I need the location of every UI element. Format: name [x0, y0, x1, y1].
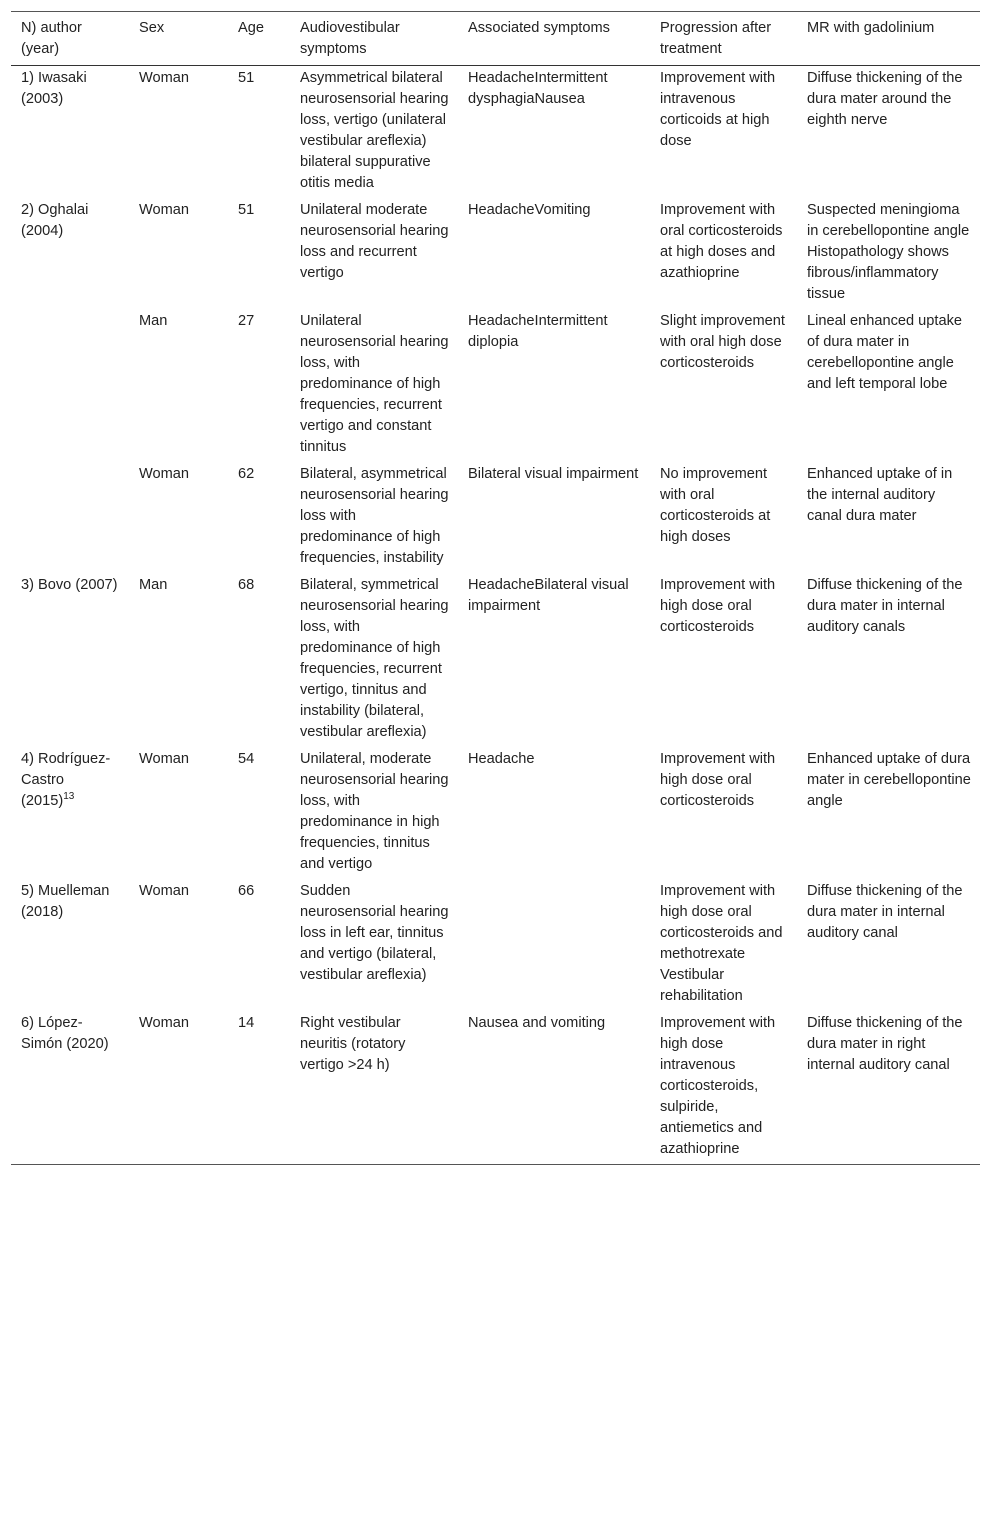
cell-audiovestibular: Right vestibular neuritis (rotatory vertigo >24 h): [300, 1015, 406, 1073]
cell-age: 68: [238, 577, 255, 593]
cell-progression: No improvement with oral corticosteroids at high doses: [660, 466, 771, 545]
table-row: [11, 309, 980, 462]
cell-sex: Woman: [139, 466, 190, 482]
cell-progression: Improvement with oral corticosteroids at high doses and azathioprine: [660, 202, 783, 281]
cell-sex: Man: [139, 577, 168, 593]
header-associated: Associated symptoms: [458, 12, 650, 66]
cell-author: 5) Muelleman (2018): [21, 883, 110, 920]
cell-author: [11, 747, 129, 879]
cell-associated: HeadacheIntermittent diplopia: [468, 313, 608, 350]
header-mr: MR with gadolinium: [797, 12, 980, 66]
cell-author: 1) Iwasaki (2003): [21, 70, 87, 107]
cell-audiovestibular: Unilateral, moderate neurosensorial hearing loss, with predominance in high frequencies, tinnitus and vertigo: [300, 751, 449, 872]
header-sex: Sex: [129, 12, 228, 66]
cell-associated: HeadacheBilateral visual impairment: [468, 577, 629, 614]
cell-associated: Nausea and vomiting: [468, 1015, 606, 1031]
header-progression: Progression after treatment: [650, 12, 797, 66]
cell-associated: HeadacheIntermittent dysphagiaNausea: [468, 70, 608, 107]
cell-associated: [458, 879, 650, 1011]
cell-age: 62: [238, 466, 255, 482]
cell-mr: Diffuse thickening of the dura mater in right internal auditory canal: [807, 1015, 963, 1073]
reference-superscript: 13: [63, 791, 75, 803]
header-audiovestibular: Audiovestibular symptoms: [290, 12, 458, 66]
cell-progression: Improvement with intravenous corticoids at high dose: [660, 70, 776, 149]
cell-author: [11, 462, 129, 573]
cell-progression: Improvement with high dose oral corticosteroids: [660, 577, 776, 635]
cell-mr: Suspected meningioma in cerebellopontine angle Histopathology shows fibrous/inflammatory tissue: [807, 202, 970, 302]
cell-mr: Diffuse thickening of the dura mater in internal auditory canal: [807, 883, 963, 941]
table-row: [11, 462, 980, 573]
cell-progression: Improvement with high dose oral corticosteroids: [660, 751, 776, 809]
cell-age: 14: [238, 1015, 255, 1031]
cell-mr: Enhanced uptake of in the internal auditory canal dura mater: [807, 466, 953, 524]
author-text: 4) Rodríguez-Castro (2015): [21, 751, 111, 809]
cell-sex: Woman: [139, 202, 190, 218]
table-header-row: [11, 12, 980, 66]
cell-audiovestibular: Asymmetrical bilateral neurosensorial hearing loss, vertigo (unilateral vestibular areflexia) bilateral suppurative otitis media: [300, 70, 449, 191]
cell-age: 66: [238, 883, 255, 899]
cell-age: 54: [238, 751, 255, 767]
cell-audiovestibular: Bilateral, symmetrical neurosensorial hearing loss, with predominance of high frequencies, recurrent vertigo, tinnitus and instability (bilateral, vestibular areflexia): [300, 577, 449, 740]
cell-mr: Lineal enhanced uptake of dura mater in cerebellopontine angle and left temporal lobe: [807, 313, 962, 392]
table-row: [11, 198, 980, 309]
cell-audiovestibular: Unilateral moderate neurosensorial hearing loss and recurrent vertigo: [300, 202, 449, 281]
cell-sex: Woman: [139, 751, 190, 767]
table-row: [11, 747, 980, 879]
case-table: [11, 11, 980, 1165]
header-age: Age: [228, 12, 290, 66]
cell-associated: HeadacheVomiting: [468, 202, 591, 218]
table-row: [11, 66, 980, 199]
cell-age: 27: [238, 313, 255, 329]
cell-sex: Woman: [139, 1015, 190, 1031]
cell-sex: Man: [139, 313, 168, 329]
cell-age: 51: [238, 70, 255, 86]
cell-progression: Improvement with high dose oral corticosteroids and methotrexate Vestibular rehabilitation: [660, 883, 783, 1004]
cell-progression: Improvement with high dose intravenous corticosteroids, sulpiride, antiemetics and azathioprine: [660, 1015, 776, 1157]
case-table-container: [11, 11, 980, 1165]
header-author: N) author (year): [11, 12, 129, 66]
cell-author: 2) Oghalai (2004): [21, 202, 89, 239]
cell-author: 3) Bovo (2007): [21, 577, 118, 593]
cell-author: [11, 309, 129, 462]
table-row: [11, 1011, 980, 1165]
cell-associated: Headache: [468, 751, 535, 767]
cell-sex: Woman: [139, 883, 190, 899]
cell-audiovestibular: Unilateral neurosensorial hearing loss, with predominance of high frequencies, recurrent vertigo and constant tinnitus: [300, 313, 449, 455]
cell-audiovestibular: Bilateral, asymmetrical neurosensorial hearing loss with predominance of high frequencies, instability: [300, 466, 449, 566]
cell-sex: Woman: [139, 70, 190, 86]
cell-associated: Bilateral visual impairment: [468, 466, 639, 482]
cell-mr: Diffuse thickening of the dura mater in internal auditory canals: [807, 577, 963, 635]
cell-author: 6) López-Simón (2020): [21, 1015, 109, 1052]
cell-mr: Diffuse thickening of the dura mater around the eighth nerve: [807, 70, 963, 128]
cell-mr: Enhanced uptake of dura mater in cerebellopontine angle: [807, 751, 971, 809]
table-row: [11, 573, 980, 747]
cell-progression: Slight improvement with oral high dose corticosteroids: [660, 313, 785, 371]
cell-audiovestibular: Sudden neurosensorial hearing loss in left ear, tinnitus and vertigo (bilateral, vestibular areflexia): [300, 883, 449, 983]
cell-age: 51: [238, 202, 255, 218]
table-row: [11, 879, 980, 1011]
